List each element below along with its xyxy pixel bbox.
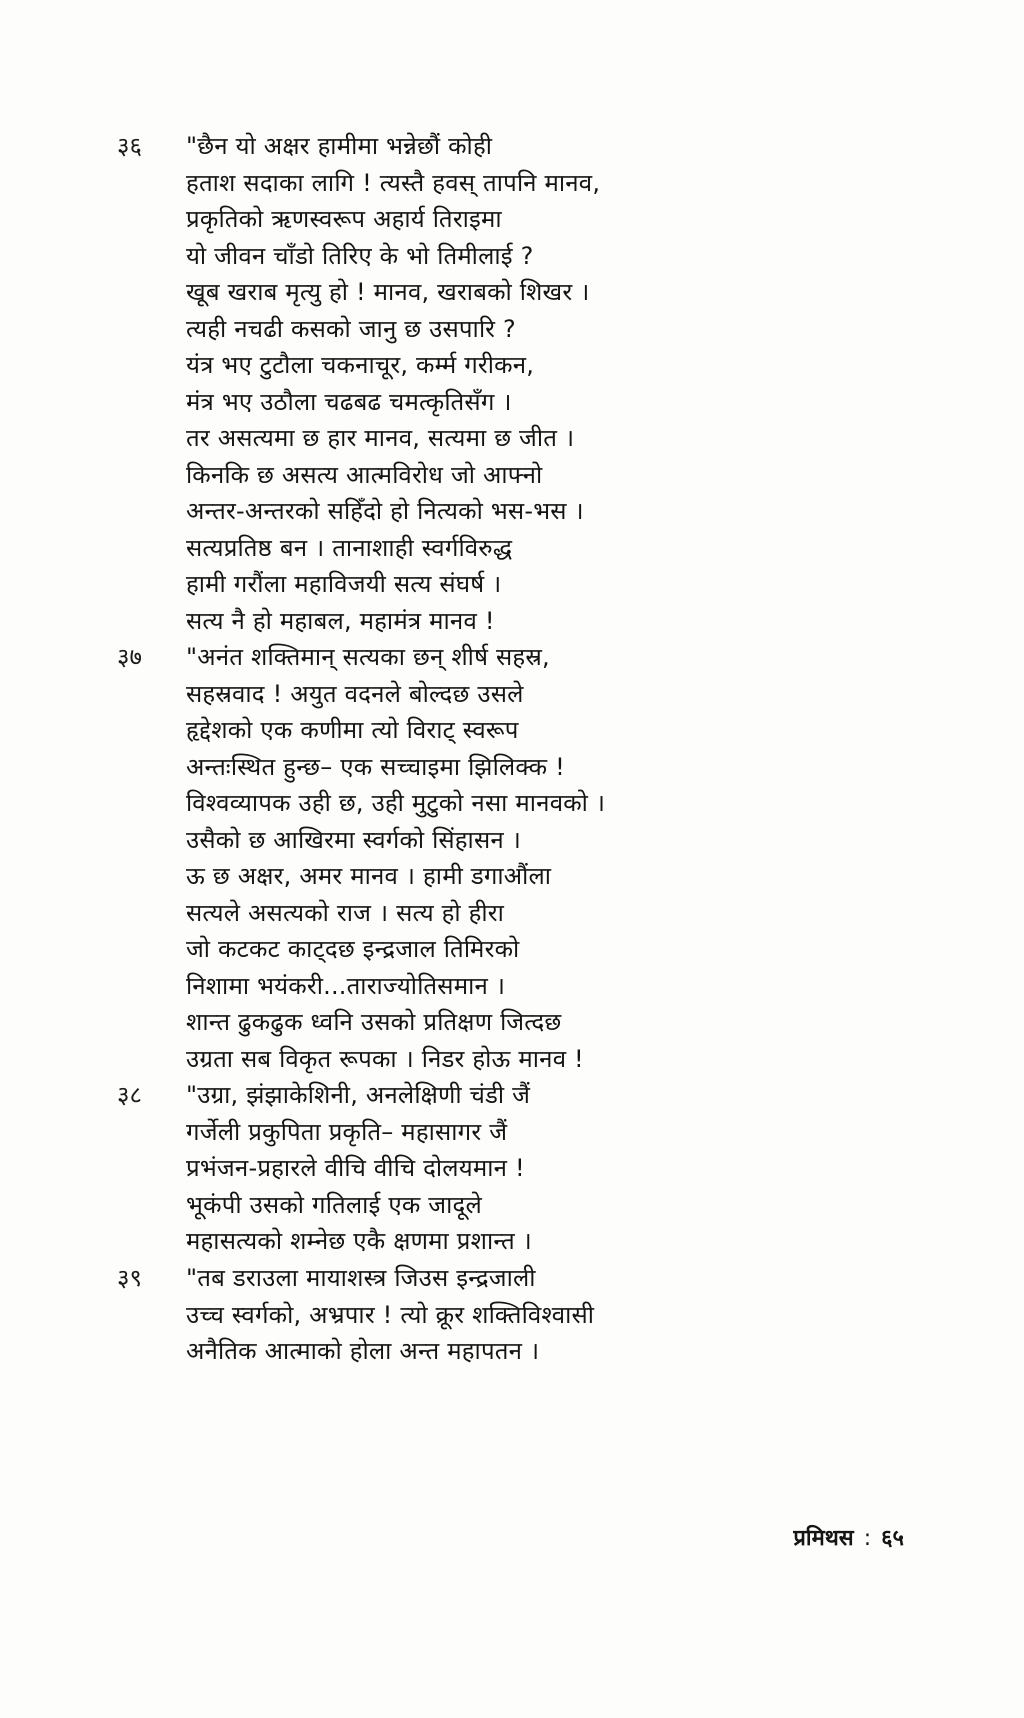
verse-line: विश्वव्यापक उही छ, उही मुटुको नसा मानवको ।: [186, 789, 606, 817]
verse-line: हामी गरौंला महाविजयी सत्य संघर्ष ।: [186, 570, 502, 598]
verse-line: यंत्र भए टुटौला चकनाचूर, कर्म्म गरीकन,: [186, 351, 535, 379]
verse-line: अन्तर-अन्तरको सहिँदो हो नित्यको भस-भस ।: [186, 497, 584, 525]
verse-line: ऊ छ अक्षर, अमर मानव । हामी डगाऔंला: [186, 862, 552, 890]
verse-line: निशामा भयंकरी...ताराज्योतिसमान ।: [186, 971, 506, 1000]
verse-line: अन्तःस्थित हुन्छ– एक सच्चाइमा झिलिक्क !: [186, 752, 565, 781]
verse-line: "तब डराउला मायाशस्त्र जिउस इन्द्रजाली: [186, 1264, 536, 1292]
verse-line: "उग्रा, झंझाकेशिनी, अनलेक्षिणी चंडी जैं: [186, 1081, 531, 1109]
verse-line: सहस्रवाद ! अयुत वदनले बोल्दछ उसले: [186, 679, 524, 708]
verse-line: गर्जेली प्रकुपिता प्रकृति– महासागर जैं: [186, 1117, 508, 1146]
page-footer: [793, 1522, 904, 1552]
verse-line: सत्यले असत्यको राज । सत्य हो हीरा: [186, 898, 505, 927]
verse-line: यो जीवन चाँडो तिरिए के भो तिमीलाई ?: [186, 241, 534, 270]
verse-line: जो कटकट काट्दछ इन्द्रजाल तिमिरको: [186, 935, 520, 963]
stanza-number: ३७: [117, 643, 142, 671]
stanza-number: ३८: [117, 1081, 142, 1109]
stanza-number: ३६: [117, 132, 142, 160]
verse-line: उसैको छ आखिरमा स्वर्गको सिंहासन ।: [186, 825, 522, 854]
verse-line: खूब खराब मृत्यु हो ! मानव, खराबको शिखर ।: [186, 278, 590, 306]
verse-line: उच्च स्वर्गको, अभ्रपार ! त्यो क्रूर शक्तिविश्वासी: [186, 1300, 595, 1329]
verse-line: हताश सदाका लागि ! त्यस्तै हवस् तापनि मानव,: [186, 168, 601, 197]
verse-line: हृद्देशको एक कणीमा त्यो विराट् स्वरूप: [186, 716, 519, 744]
verse-line: "अनंत शक्तिमान् सत्यका छन् शीर्ष सहस्र,: [186, 643, 550, 671]
verse-line: महासत्यको शम्नेछ एकै क्षणमा प्रशान्त ।: [186, 1227, 532, 1255]
footer-separator: :: [863, 1526, 872, 1551]
verse-line: मंत्र भए उठौला चढबढ चमत्कृतिसँग ।: [186, 387, 512, 416]
verse-line: प्रकृतिको ऋणस्वरूप अहार्य तिराइमा: [186, 205, 502, 233]
verse-line: अनैतिक आत्माको होला अन्त महापतन ।: [186, 1337, 540, 1365]
verse-line: प्रभंजन-प्रहारले वीचि वीचि दोलयमान !: [186, 1154, 525, 1182]
stanza-number: ३९: [117, 1264, 142, 1292]
verse-line: सत्यप्रतिष्ठ बन । तानाशाही स्वर्गविरुद्ध: [186, 533, 513, 562]
verse-line: त्यही नचढी कसको जानु छ उसपारि ?: [186, 314, 516, 343]
verse-line: तर असत्यमा छ हार मानव, सत्यमा छ जीत ।: [186, 424, 575, 452]
verse-line: सत्य नै हो महाबल, महामंत्र मानव !: [186, 606, 495, 635]
verse-line: "छैन यो अक्षर हामीमा भन्नेछौं कोही: [186, 132, 493, 160]
verse-line: भूकंपी उसको गतिलाई एक जादूले: [186, 1190, 482, 1219]
verse-line: शान्त ढुकढुक ध्वनि उसको प्रतिक्षण जित्दछ: [186, 1008, 562, 1036]
verse-line: उग्रता सब विकृत रूपका । निडर होऊ मानव !: [186, 1044, 584, 1073]
page-number: ६५: [881, 1526, 904, 1551]
running-title: प्रमिथस: [793, 1526, 854, 1551]
verse-line: किनकि छ असत्य आत्मविरोध जो आफ्नो: [186, 460, 543, 489]
